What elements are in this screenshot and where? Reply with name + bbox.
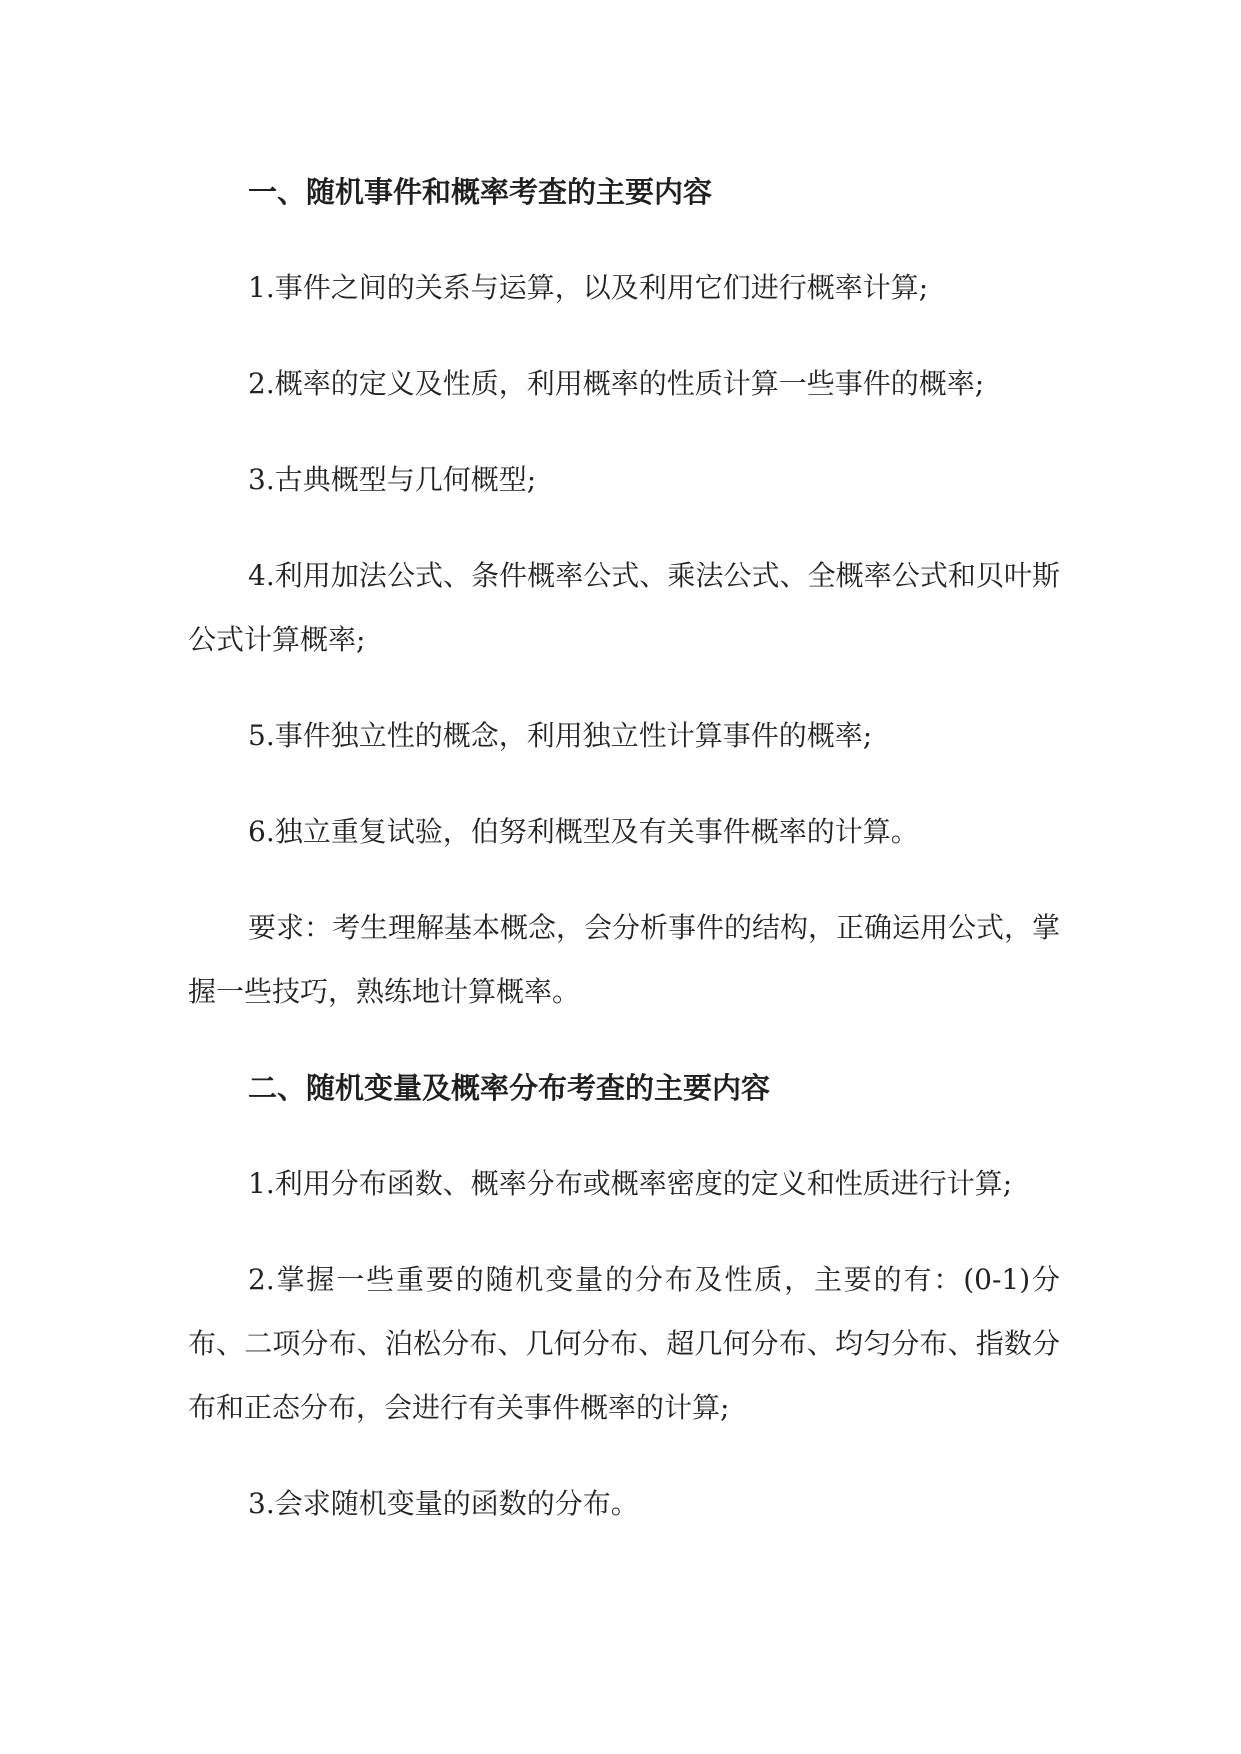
section-1-item-6: 6.独立重复试验，伯努利概型及有关事件概率的计算。	[248, 815, 919, 848]
section-1-item-3: 3.古典概型与几何概型;	[248, 463, 537, 496]
section-2-item-1: 1.利用分布函数、概率分布或概率密度的定义和性质进行计算;	[248, 1167, 1013, 1200]
section-2-heading: 二、随机变量及概率分布考查的主要内容	[248, 1071, 771, 1105]
section-1-item-2: 2.概率的定义及性质，利用概率的性质计算一些事件的概率;	[248, 367, 985, 400]
section-2-item-3: 3.会求随机变量的函数的分布。	[248, 1487, 639, 1520]
section-1-requirement: 要求：考生理解基本概念，会分析事件的结构，正确运用公式，掌握一些技巧，熟练地计算概率。	[188, 911, 1061, 1008]
section-1-heading: 一、随机事件和概率考查的主要内容	[248, 175, 713, 209]
section-1-item-1: 1.事件之间的关系与运算，以及利用它们进行概率计算;	[248, 271, 929, 304]
document-body	[188, 160, 1060, 1536]
section-1-item-5: 5.事件独立性的概念，利用独立性计算事件的概率;	[248, 719, 873, 752]
section-2-item-2: 2.掌握一些重要的随机变量的分布及性质，主要的有：(0-1)分布、二项分布、泊松分布、几何分布、超几何分布、均匀分布、指数分布和正态分布，会进行有关事件概率的计算;	[188, 1263, 1060, 1424]
section-1-item-4: 4.利用加法公式、条件概率公式、乘法公式、全概率公式和贝叶斯公式计算概率;	[188, 559, 1060, 656]
